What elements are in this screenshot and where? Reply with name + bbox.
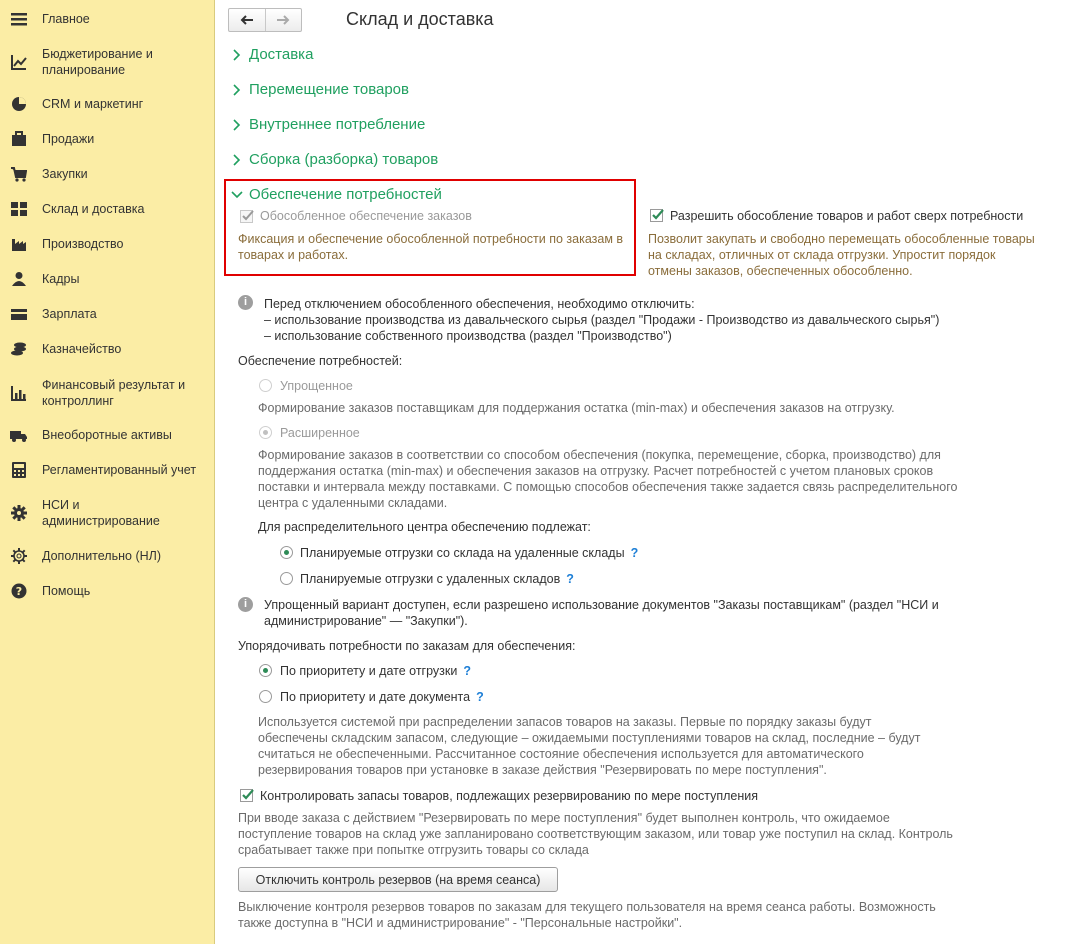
checkmark-icon [241, 209, 254, 222]
chart-line-icon [10, 53, 28, 71]
section-needs[interactable] [231, 186, 442, 203]
sidebar-item-label: Зарплата [42, 307, 97, 321]
allow-isolation-checkbox[interactable] [650, 209, 663, 222]
allow-isolation-label: Разрешить обособление товаров и работ сверх потребности [670, 209, 1024, 223]
help-link[interactable]: ? [476, 690, 484, 704]
bottom-desc-2: также доступна в "НСИ и администрирование" - "Персональные настройки". [238, 916, 683, 930]
sidebar-item-label: Казначейство [42, 342, 122, 356]
checkmark-icon [651, 208, 664, 221]
ordering-opt2 [280, 689, 484, 705]
cart-icon [10, 165, 28, 183]
section-label: Перемещение товаров [249, 81, 409, 98]
gear-icon [10, 504, 28, 522]
forward-button[interactable] [265, 9, 302, 31]
allow-isolation-desc-2: на складах, отличных от склада отгрузки. Упростит порядок [648, 248, 996, 262]
distribution-opt2 [300, 571, 574, 587]
sidebar-item-label: Финансовый результат и контроллинг [42, 378, 186, 408]
help-link[interactable]: ? [566, 572, 574, 586]
sidebar-item-regulated[interactable] [0, 461, 214, 479]
control-checkbox[interactable] [240, 789, 253, 802]
chevron-down-icon [231, 189, 243, 201]
sidebar-item-help[interactable] [0, 582, 214, 600]
needs-mode-extended-label: Расширенное [280, 426, 360, 440]
gear-outline-icon [10, 547, 28, 565]
sidebar-item-salary[interactable] [0, 305, 214, 323]
warning1-line1: Перед отключением обособленного обеспечения, необходимо отключить: [264, 297, 695, 311]
control-desc-3: срабатывает также при попытке отгрузить товары со склада [238, 843, 589, 857]
sidebar-item-fixed-assets[interactable] [0, 426, 214, 444]
sidebar-item-crm[interactable] [0, 95, 214, 113]
sidebar-item-label: Дополнительно (НЛ) [42, 549, 161, 563]
info-icon: i [238, 597, 253, 612]
sidebar-item-purchases[interactable] [0, 165, 214, 183]
control-label: Контролировать запасы товаров, подлежащих резервированию по мере поступления [260, 789, 759, 803]
wallet-icon [10, 305, 28, 323]
sidebar-item-label: Внеоборотные активы [42, 428, 172, 442]
arrow-left-icon [240, 15, 254, 25]
distribution-opt1-label: Планируемые отгрузки со склада на удаленные склады [300, 546, 625, 560]
separate-supply-label: Обособленное обеспечение заказов [260, 209, 472, 223]
factory-icon [10, 235, 28, 253]
sidebar-item-label: Регламентированный учет [42, 463, 197, 477]
checkmark-icon [241, 788, 254, 801]
needs-mode-extended-desc-3: поставки и интервала между поставками. С помощью способов обеспечения также задается связь распределительного [258, 480, 958, 494]
sidebar-item-label: CRM и маркетинг [42, 97, 144, 111]
sidebar-item-label: Продажи [42, 132, 95, 146]
distribution-opt1-radio[interactable] [280, 546, 293, 559]
needs-mode-simple-label: Упрощенное [280, 379, 353, 393]
chevron-right-icon [231, 119, 243, 131]
sidebar-item-label: НСИ и администрирование [42, 498, 160, 528]
sidebar-item-financial-result[interactable] [0, 376, 214, 410]
sidebar-item-treasury[interactable] [0, 340, 214, 358]
control-desc-2: поступление товаров на склад уже запланировано соответствующим заказом, или товар уже поступил на склад. Контроль [238, 827, 953, 841]
sidebar-item-nsi-admin[interactable] [0, 496, 214, 530]
briefcase-icon [10, 130, 28, 148]
ordering-opt2-radio[interactable] [259, 690, 272, 703]
warning2-line1: Упрощенный вариант доступен, если разрешено использование документов "Заказы поставщикам" (раздел "НСИ и [264, 598, 939, 612]
section-assembly[interactable] [231, 151, 438, 168]
ordering-opt2-label: По приоритету и дате документа [280, 690, 471, 704]
sidebar-item-budgeting[interactable] [0, 45, 214, 79]
sidebar-item-label: Производство [42, 237, 124, 251]
sidebar-item-hr[interactable] [0, 270, 214, 288]
page-title: Склад и доставка [346, 9, 494, 29]
info-icon: i [238, 295, 253, 310]
needs-mode-extended-radio[interactable] [259, 426, 272, 439]
chevron-right-icon [231, 154, 243, 166]
sidebar [0, 0, 215, 944]
sidebar-item-label: Главное [42, 12, 90, 26]
ordering-opt1-label: По приоритету и дате отгрузки [280, 664, 458, 678]
distribution-label: Для распределительного центра обеспечению подлежат: [258, 520, 591, 534]
ordering-desc-3: считаться не обеспеченными. Рассчитанное состояние обеспечения используется для автоматического [258, 747, 864, 761]
needs-mode-extended-desc-2: поддержания остатка (min-max) и обеспечения заказов на отгрузку. Расчет потребностей с учетом плановых сроков [258, 464, 934, 478]
calculator-icon [10, 461, 28, 479]
needs-mode-extended-desc-4: центра с удаленными складами. [258, 496, 448, 510]
bar-chart-icon [10, 384, 28, 402]
disable-reserve-control-button[interactable]: Отключить контроль резервов (на время сеанса) [238, 867, 558, 892]
svg-text:?: ? [15, 585, 23, 598]
separate-supply-desc-2: товарах и работах. [238, 248, 349, 262]
warning2-line2: администрирование" — "Закупки"). [264, 614, 468, 628]
help-link[interactable]: ? [463, 664, 471, 678]
section-label: Доставка [249, 46, 314, 63]
menu-icon [10, 10, 28, 28]
bottom-desc-1: Выключение контроля резервов товаров по заказам для текущего пользователя на время сеанса работы. Возможность [238, 900, 936, 914]
distribution-opt2-radio[interactable] [280, 572, 293, 585]
section-internal[interactable] [231, 116, 425, 133]
truck-icon [10, 426, 28, 444]
section-label: Обеспечение потребностей [249, 186, 442, 203]
ordering-desc-1: Используется системой при распределении запасов товаров на заказы. Первые по порядку заказы будут [258, 715, 872, 729]
distribution-opt2-label: Планируемые отгрузки с удаленных складов [300, 572, 561, 586]
control-desc-1: При вводе заказа с действием "Резервировать по мере поступления" будет выполнен контроль, что ожидаемое [238, 811, 890, 825]
separate-supply-checkbox[interactable] [240, 210, 253, 223]
ordering-desc-4: резервирования товаров при установке в заказе действия "Резервировать по мере поступления". [258, 763, 827, 777]
distribution-opt1 [300, 545, 638, 561]
section-delivery[interactable] [231, 46, 313, 63]
needs-mode-simple-radio[interactable] [259, 379, 272, 392]
sidebar-item-label: Кадры [42, 272, 80, 286]
pie-chart-icon [10, 95, 28, 113]
history-nav [228, 8, 302, 32]
needs-mode-simple-desc: Формирование заказов поставщикам для поддержания остатка (min-max) и обеспечения заказов на отгрузку. [258, 401, 895, 415]
sidebar-item-sales[interactable] [0, 130, 214, 148]
sidebar-item-warehouse[interactable] [0, 200, 214, 218]
allow-isolation-desc-3: отмены заказов, обеспеченных обособленно. [648, 264, 913, 278]
arrow-right-icon [276, 15, 290, 25]
ordering-label: Упорядочивать потребности по заказам для обеспечения: [238, 639, 576, 653]
help-link[interactable]: ? [630, 546, 639, 560]
warning1-line3: – использование собственного производства (раздел "Производство") [264, 329, 672, 343]
sidebar-item-label: Закупки [42, 167, 88, 181]
person-icon [10, 270, 28, 288]
sidebar-item-label: Склад и доставка [42, 202, 145, 216]
coins-icon [10, 340, 28, 358]
sidebar-item-label: Помощь [42, 584, 91, 598]
chevron-right-icon [231, 49, 243, 61]
section-label: Сборка (разборка) товаров [249, 151, 439, 168]
section-movement[interactable] [231, 81, 409, 98]
chevron-right-icon [231, 84, 243, 96]
section-label: Внутреннее потребление [249, 116, 426, 133]
sidebar-item-main[interactable] [0, 10, 214, 28]
grid-icon [10, 200, 28, 218]
help-icon [10, 582, 28, 600]
sidebar-item-production[interactable] [0, 235, 214, 253]
ordering-opt1-radio[interactable] [259, 664, 272, 677]
sidebar-item-additional[interactable] [0, 547, 214, 565]
separate-supply-desc-1: Фиксация и обеспечение обособленной потребности по заказам в [238, 232, 624, 246]
ordering-opt1 [280, 663, 471, 679]
back-button[interactable] [229, 9, 265, 31]
ordering-desc-2: обеспечены складским запасом, следующие – ожидаемыми поступлениями товаров на склад, последние – будут [258, 731, 921, 745]
sidebar-item-label: Бюджетирование и планирование [42, 47, 153, 77]
allow-isolation-desc-1: Позволит закупать и свободно перемещать обособленные товары [648, 232, 1035, 246]
needs-mode-extended-desc-1: Формирование заказов в соответствии со способом обеспечения (покупка, перемещение, сборка, производство) для [258, 448, 941, 462]
warning1-line2: – использование производства из давальческого сырья (раздел "Продажи - Производство из давальческого сырья") [264, 313, 940, 327]
needs-mode-label: Обеспечение потребностей: [238, 354, 403, 368]
